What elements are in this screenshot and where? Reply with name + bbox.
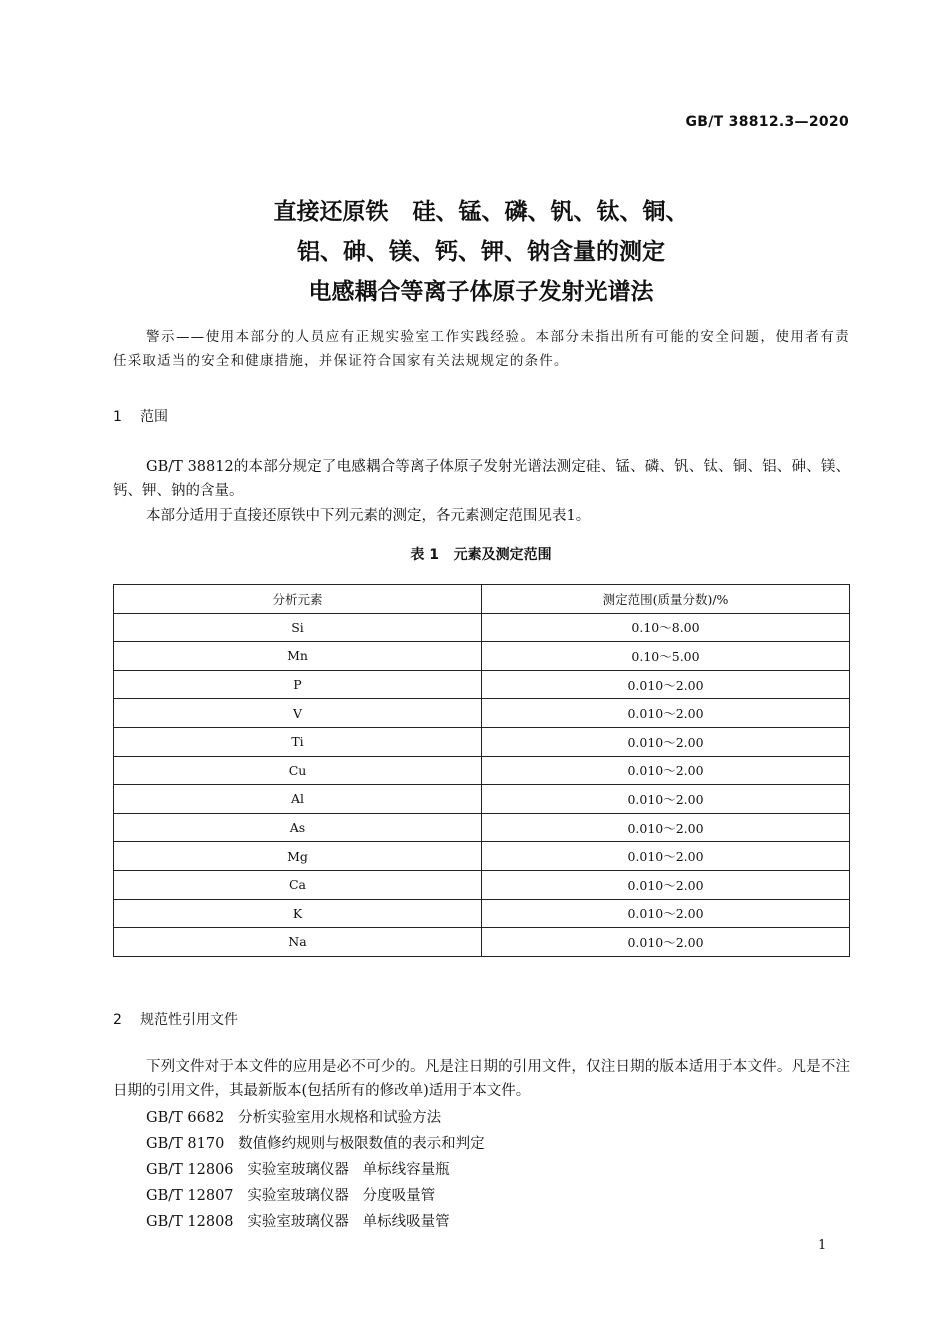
- range-cell: 0.010～2.00: [482, 870, 850, 899]
- reference-item: GB/T 8170 数值修约规则与极限数值的表示和判定: [146, 1136, 485, 1152]
- page-number: 1: [818, 1238, 827, 1253]
- title-line-1: 直接还原铁 硅、锰、磷、钒、钛、铜、: [273, 199, 689, 225]
- table-row: [114, 727, 850, 756]
- column-header-element: 分析元素: [114, 585, 482, 614]
- table-1-caption: 表 1 元素及测定范围: [410, 547, 552, 563]
- reference-item: GB/T 6682 分析实验室用水规格和试验方法: [146, 1110, 442, 1126]
- range-cell: 0.010～2.00: [482, 785, 850, 814]
- element-cell: Ti: [114, 727, 482, 756]
- table-row: [114, 928, 850, 957]
- table-header-row: [114, 585, 850, 614]
- reference-item: GB/T 12806 实验室玻璃仪器 单标线容量瓶: [146, 1162, 450, 1178]
- section-1-title: 范围: [140, 409, 168, 425]
- element-cell: Ca: [114, 870, 482, 899]
- document-title: [0, 192, 950, 312]
- table-row: [114, 899, 850, 928]
- section-2-number: 2: [113, 1012, 122, 1028]
- range-cell: 0.010～2.00: [482, 699, 850, 728]
- element-cell: Na: [114, 928, 482, 957]
- section-1-number: 1: [113, 409, 122, 425]
- table-row: [114, 785, 850, 814]
- section-2-title: 规范性引用文件: [140, 1012, 238, 1028]
- element-cell: Al: [114, 785, 482, 814]
- element-cell: P: [114, 670, 482, 699]
- range-cell: 0.010～2.00: [482, 899, 850, 928]
- element-cell: Cu: [114, 756, 482, 785]
- table-row: [114, 813, 850, 842]
- range-cell: 0.10～5.00: [482, 642, 850, 671]
- table-row: [114, 670, 850, 699]
- table-row: [114, 699, 850, 728]
- element-cell: K: [114, 899, 482, 928]
- table-row: [114, 870, 850, 899]
- section-1-paragraph-2: 本部分适用于直接还原铁中下列元素的测定，各元素测定范围见表1。: [146, 508, 591, 524]
- standard-code: GB/T 38812.3—2020: [685, 114, 849, 130]
- element-range-table: [113, 584, 850, 957]
- element-cell: Si: [114, 613, 482, 642]
- range-cell: 0.010～2.00: [482, 670, 850, 699]
- element-cell: As: [114, 813, 482, 842]
- warning-paragraph: 警示——使用本部分的人员应有正规实验室工作实践经验。本部分未指出所有可能的安全问题，使用者有责任采取适当的安全和健康措施，并保证符合国家有关法规规定的条件。: [113, 329, 850, 369]
- range-cell: 0.010～2.00: [482, 813, 850, 842]
- table-row: [114, 613, 850, 642]
- reference-item: GB/T 12808 实验室玻璃仪器 单标线吸量管: [146, 1214, 450, 1230]
- range-cell: 0.10～8.00: [482, 613, 850, 642]
- range-cell: 0.010～2.00: [482, 727, 850, 756]
- section-2-paragraph: 下列文件对于本文件的应用是必不可少的。凡是注日期的引用文件，仅注日期的版本适用于本文件。凡是不注日期的引用文件，其最新版本(包括所有的修改单)适用于本文件。: [113, 1059, 850, 1099]
- range-cell: 0.010～2.00: [482, 756, 850, 785]
- table-row: [114, 642, 850, 671]
- table-row: [114, 756, 850, 785]
- element-cell: Mg: [114, 842, 482, 871]
- range-cell: 0.010～2.00: [482, 928, 850, 957]
- section-2-heading: [113, 1009, 238, 1029]
- section-1-heading: [113, 406, 168, 426]
- reference-item: GB/T 12807 实验室玻璃仪器 分度吸量管: [146, 1188, 436, 1204]
- range-cell: 0.010～2.00: [482, 842, 850, 871]
- table-row: [114, 842, 850, 871]
- element-cell: Mn: [114, 642, 482, 671]
- element-cell: V: [114, 699, 482, 728]
- title-line-2: 铝、砷、镁、钙、钾、钠含量的测定: [297, 239, 665, 265]
- column-header-range: 测定范围(质量分数)/%: [482, 585, 850, 614]
- section-1-paragraph-1: GB/T 38812的本部分规定了电感耦合等离子体原子发射光谱法测定硅、锰、磷、钒、钛、铜、铝、砷、镁、钙、钾、钠的含量。: [113, 459, 850, 499]
- title-line-3: 电感耦合等离子体原子发射光谱法: [308, 279, 654, 305]
